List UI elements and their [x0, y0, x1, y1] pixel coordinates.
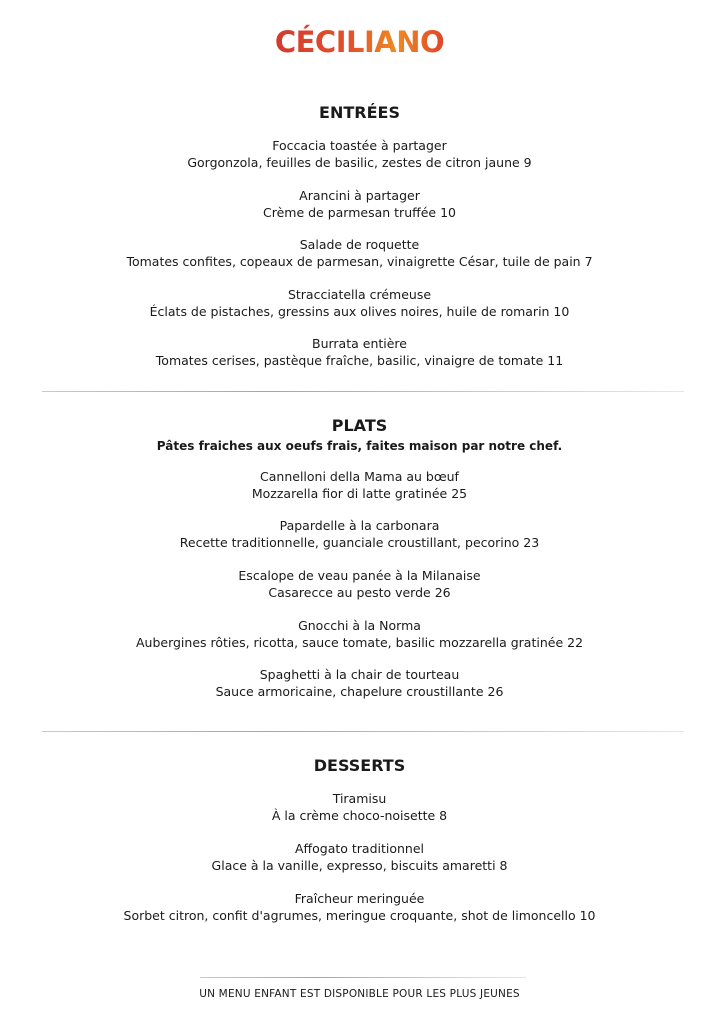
menu-item [0, 891, 719, 924]
footer-note: UN MENU ENFANT EST DISPONIBLE POUR LES PLUS JEUNES [199, 988, 520, 1000]
menu-item [0, 618, 719, 651]
section-subtitle-plats: Pâtes fraiches aux oeufs frais, faites maison par notre chef. [156, 439, 563, 453]
menu-item [0, 138, 719, 171]
logo-text: CÉCILIANO [275, 22, 444, 62]
menu-item-description: Glace à la vanille, expresso, biscuits amaretti 8 [211, 857, 508, 873]
menu-item-description: Sauce armoricaine, chapelure croustillante 26 [215, 683, 504, 699]
menu-item-description: Sorbet citron, confit d'agrumes, meringue croquante, shot de limoncello 10 [123, 907, 596, 923]
menu-item-description: Éclats de pistaches, gressins aux olives noires, huile de romarin 10 [149, 303, 570, 319]
menu-item [0, 287, 719, 320]
menu-item-description: Aubergines rôties, ricotta, sauce tomate, basilic mozzarella gratinée 22 [135, 634, 584, 650]
section-divider [42, 391, 684, 392]
menu-item-description: Tomates cerises, pastèque fraîche, basilic, vinaigre de tomate 11 [155, 352, 564, 368]
menu-item-name: Stracciatella crémeuse [287, 287, 432, 302]
menu-item-description: Casarecce au pesto verde 26 [268, 584, 451, 600]
menu-item-description: Mozzarella fior di latte gratinée 25 [251, 485, 468, 501]
menu-item-name: Gnocchi à la Norma [298, 618, 421, 633]
section-title-entrees: ENTRÉES [319, 103, 400, 122]
menu-item-name: Escalope de veau panée à la Milanaise [238, 568, 481, 583]
menu-item-name: Spaghetti à la chair de tourteau [259, 667, 460, 682]
section-title-desserts: DESSERTS [313, 756, 406, 775]
menu-item [0, 841, 719, 874]
menu-item-description: À la crème choco-noisette 8 [271, 807, 448, 823]
menu-item-name: Arancini à partager [299, 188, 420, 203]
footer-divider [200, 977, 526, 978]
menu-item-name: Affogato traditionnel [294, 841, 425, 856]
menu-item-description: Crème de parmesan truffée 10 [262, 204, 456, 220]
restaurant-logo [0, 22, 719, 62]
section-title-plats: PLATS [331, 416, 388, 435]
menu-item [0, 518, 719, 551]
menu-item [0, 188, 719, 221]
menu-item-description: Tomates confites, copeaux de parmesan, vinaigrette César, tuile de pain 7 [126, 253, 593, 269]
section-divider [42, 731, 684, 732]
menu-item [0, 237, 719, 270]
menu-item-description: Gorgonzola, feuilles de basilic, zestes de citron jaune 9 [187, 154, 532, 170]
menu-item [0, 791, 719, 824]
menu-item-description: Recette traditionnelle, guanciale croustillant, pecorino 23 [179, 534, 540, 550]
menu-item-name: Papardelle à la carbonara [279, 518, 440, 533]
menu-item-name: Tiramisu [332, 791, 387, 806]
menu-item [0, 568, 719, 601]
menu-item [0, 469, 719, 502]
menu-item [0, 667, 719, 700]
menu-item-name: Foccacia toastée à partager [272, 138, 447, 153]
menu-item-name: Fraîcheur meringuée [294, 891, 425, 906]
menu-item-name: Salade de roquette [299, 237, 420, 252]
menu-item-name: Cannelloni della Mama au bœuf [260, 469, 459, 484]
menu-item [0, 336, 719, 369]
menu-item-name: Burrata entière [312, 336, 407, 351]
